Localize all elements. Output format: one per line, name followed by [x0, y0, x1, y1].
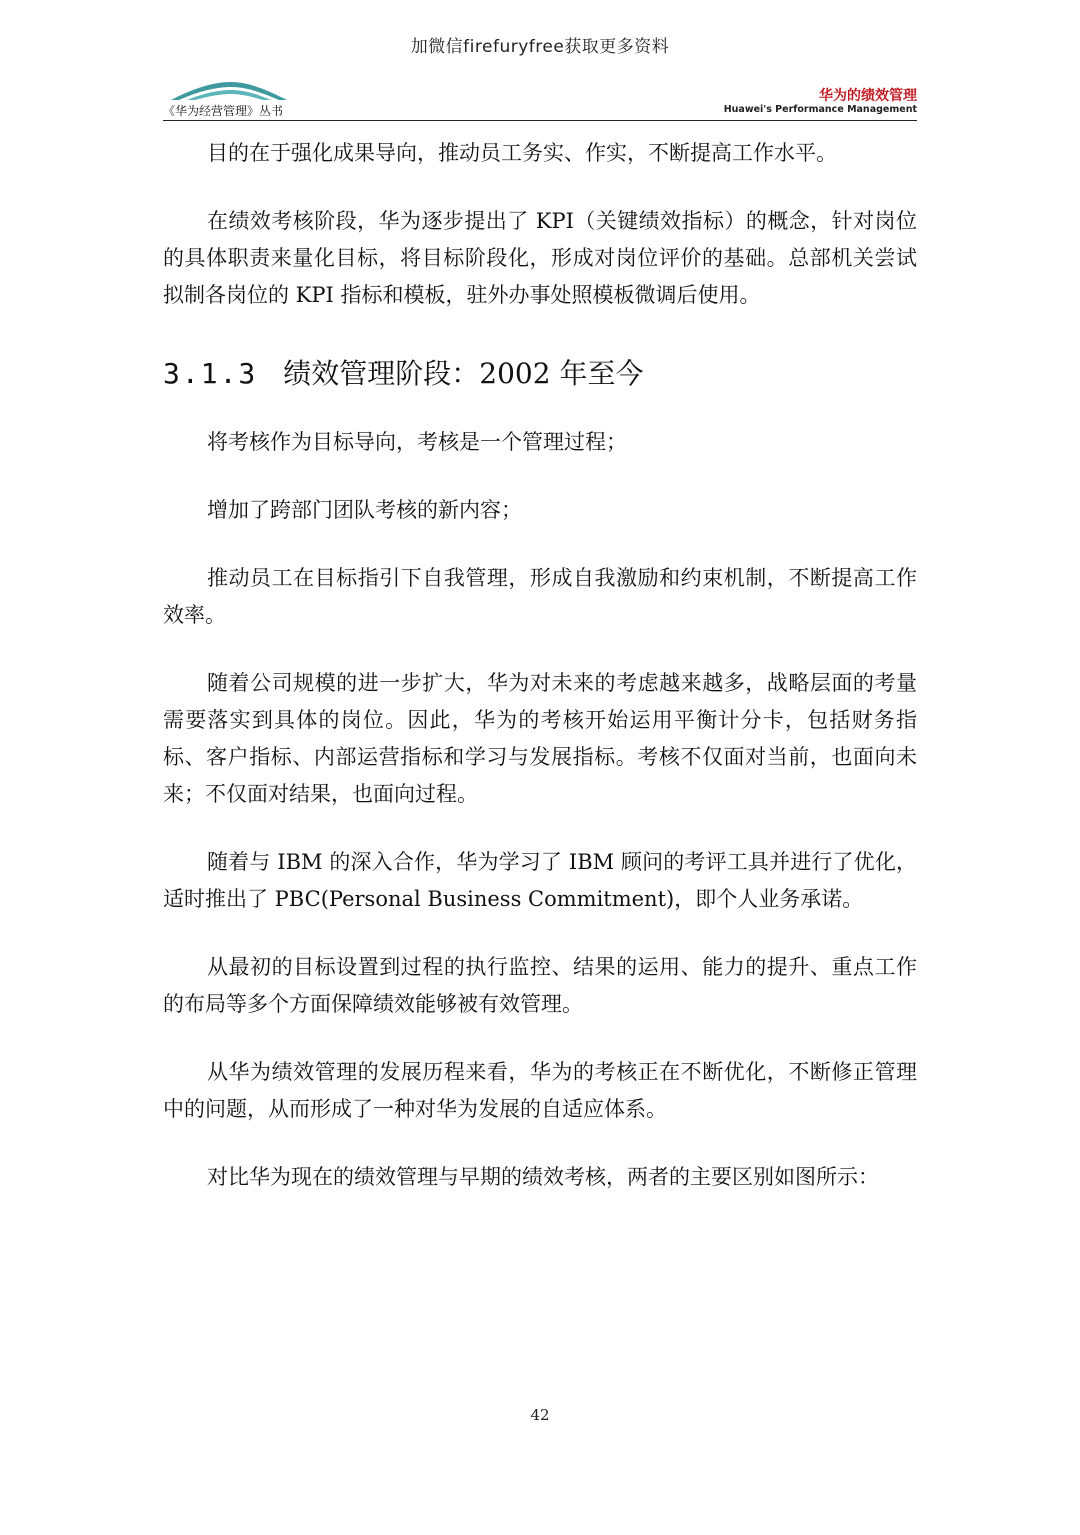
paragraph: 从华为绩效管理的发展历程来看，华为的考核正在不断优化，不断修正管理中的问题，从而形成了一种对华为发展的自适应体系。 — [163, 1060, 917, 1121]
page-body — [163, 135, 917, 1196]
section-title: 绩效管理阶段：2002 年至今 — [283, 357, 644, 390]
page-number: 42 — [530, 1406, 550, 1424]
section-number: 3.1.3 — [163, 357, 258, 390]
page-header — [163, 76, 917, 124]
paragraph: 随着与 IBM 的深入合作，华为学习了 IBM 顾问的考评工具并进行了优化，适时推出了 PBC(Personal Business Commitment)，即个人业务承诺。 — [163, 850, 917, 911]
paragraph: 在绩效考核阶段，华为逐步提出了 KPI（关键绩效指标）的概念，针对岗位的具体职责来量化目标，将目标阶段化，形成对岗位评价的基础。总部机关尝试拟制各岗位的 KPI 指标和模板，驻外办事处照模板微调后使用。 — [163, 209, 917, 307]
watermark-text: 加微信firefuryfree获取更多资料 — [410, 37, 670, 57]
paragraph: 增加了跨部门团队考核的新内容； — [207, 498, 522, 522]
brand-block — [724, 88, 917, 116]
series-title: 《华为经营管理》丛书 — [163, 104, 284, 118]
brand-title-cn: 华为的绩效管理 — [819, 88, 917, 104]
header-divider — [163, 120, 917, 121]
paragraph: 推动员工在目标指引下自我管理，形成自我激励和约束机制，不断提高工作效率。 — [163, 566, 917, 627]
paragraph: 目的在于强化成果导向，推动员工务实、作实，不断提高工作水平。 — [207, 141, 837, 165]
paragraph: 对比华为现在的绩效管理与早期的绩效考核，两者的主要区别如图所示： — [207, 1165, 879, 1189]
paragraph: 将考核作为目标导向，考核是一个管理过程； — [207, 430, 627, 454]
paragraph: 随着公司规模的进一步扩大，华为对未来的考虑越来越多，战略层面的考量需要落实到具体的岗位。因此，华为的考核开始运用平衡计分卡，包括财务指标、客户指标、内部运营指标和学习与发展指标。考核不仅面对当前，也面向未来；不仅面对结果，也面向过程。 — [163, 671, 917, 806]
paragraph: 从最初的目标设置到过程的执行监控、结果的运用、能力的提升、重点工作的布局等多个方面保障绩效能够被有效管理。 — [163, 955, 917, 1016]
brand-title-en: Huawei's Performance Management — [723, 104, 917, 115]
section-heading — [163, 354, 917, 394]
mountain-logo-icon — [169, 76, 289, 104]
